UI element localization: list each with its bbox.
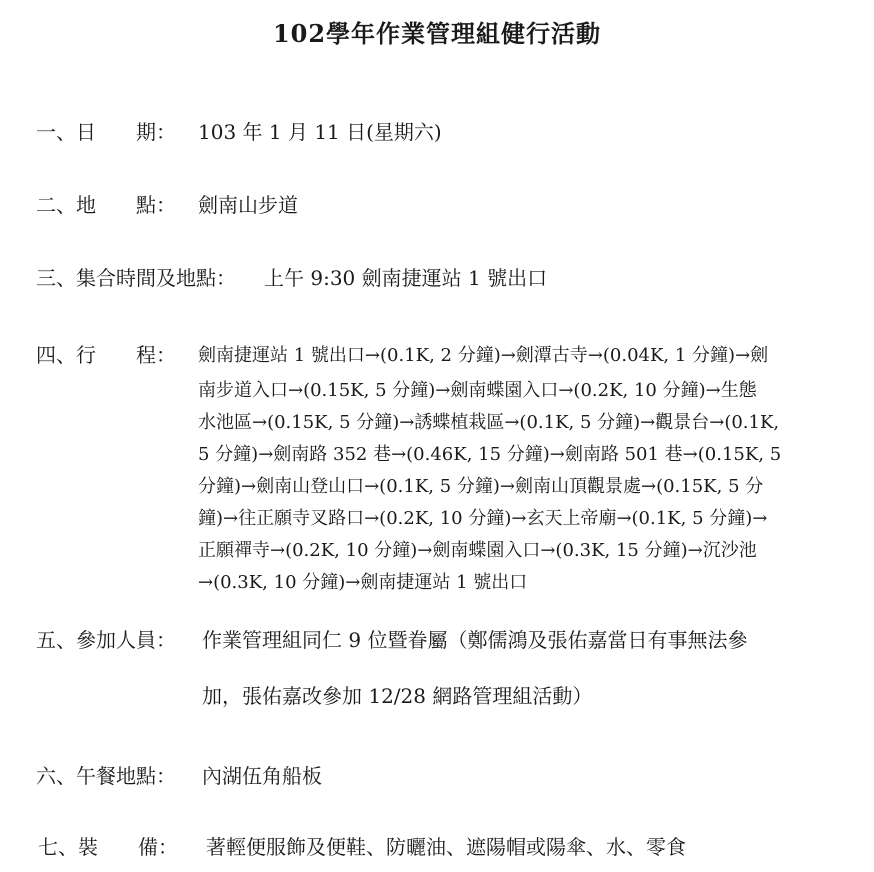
item-date-value: 103 年 1 月 11 日(星期六) bbox=[198, 120, 442, 144]
itinerary-line: 正願禪寺→(0.2K, 10 分鐘)→劍南蝶園入口→(0.3K, 15 分鐘)→沉沙池 bbox=[198, 540, 757, 561]
item-date-label: 一、日 期： bbox=[36, 120, 176, 144]
itinerary-line: 南步道入口→(0.15K, 5 分鐘)→劍南蝶園入口→(0.2K, 10 分鐘)→生態 bbox=[198, 380, 757, 401]
item-participants-line1: 作業管理組同仁 9 位暨眷屬（鄭儒鴻及張佑嘉當日有事無法參 bbox=[202, 628, 748, 652]
itinerary-line: 5 分鐘)→劍南路 352 巷→(0.46K, 15 分鐘)→劍南路 501 巷→(0.15K, 5 bbox=[198, 444, 782, 465]
itinerary-line: →(0.3K, 10 分鐘)→劍南捷運站 1 號出口 bbox=[198, 572, 528, 593]
item-participants-line2: 加，張佑嘉改參加 12/28 網路管理組活動） bbox=[202, 684, 593, 708]
item-itinerary-label: 四、行 程： bbox=[36, 343, 176, 367]
item-place-value: 劍南山步道 bbox=[198, 193, 298, 217]
item-place-label: 二、地 點： bbox=[36, 193, 176, 217]
document-title: 102學年作業管理組健行活動 bbox=[272, 19, 602, 48]
item-participants-label: 五、參加人員： bbox=[36, 628, 176, 652]
item-meeting-value: 上午 9:30 劍南捷運站 1 號出口 bbox=[264, 266, 548, 290]
item-lunch-value: 內湖伍角船板 bbox=[202, 764, 322, 788]
itinerary-line: 鐘)→往正願寺叉路口→(0.2K, 10 分鐘)→玄天上帝廟→(0.1K, 5 分鐘)→ bbox=[198, 508, 768, 529]
item-equipment-label: 七、裝 備： bbox=[38, 835, 178, 859]
itinerary-line: 分鐘)→劍南山登山口→(0.1K, 5 分鐘)→劍南山頂觀景處→(0.15K, 5 分 bbox=[198, 476, 764, 497]
item-meeting-label: 三、集合時間及地點： bbox=[36, 266, 236, 290]
item-lunch-label: 六、午餐地點： bbox=[36, 764, 176, 788]
itinerary-line: 水池區→(0.15K, 5 分鐘)→誘蝶植栽區→(0.1K, 5 分鐘)→觀景台→(0.1K, bbox=[198, 412, 780, 433]
itinerary-line: 劍南捷運站 1 號出口→(0.1K, 2 分鐘)→劍潭古寺→(0.04K, 1 分鐘)→劍 bbox=[198, 345, 769, 366]
item-equipment-value: 著輕便服飾及便鞋、防曬油、遮陽帽或陽傘、水、零食 bbox=[206, 835, 686, 859]
